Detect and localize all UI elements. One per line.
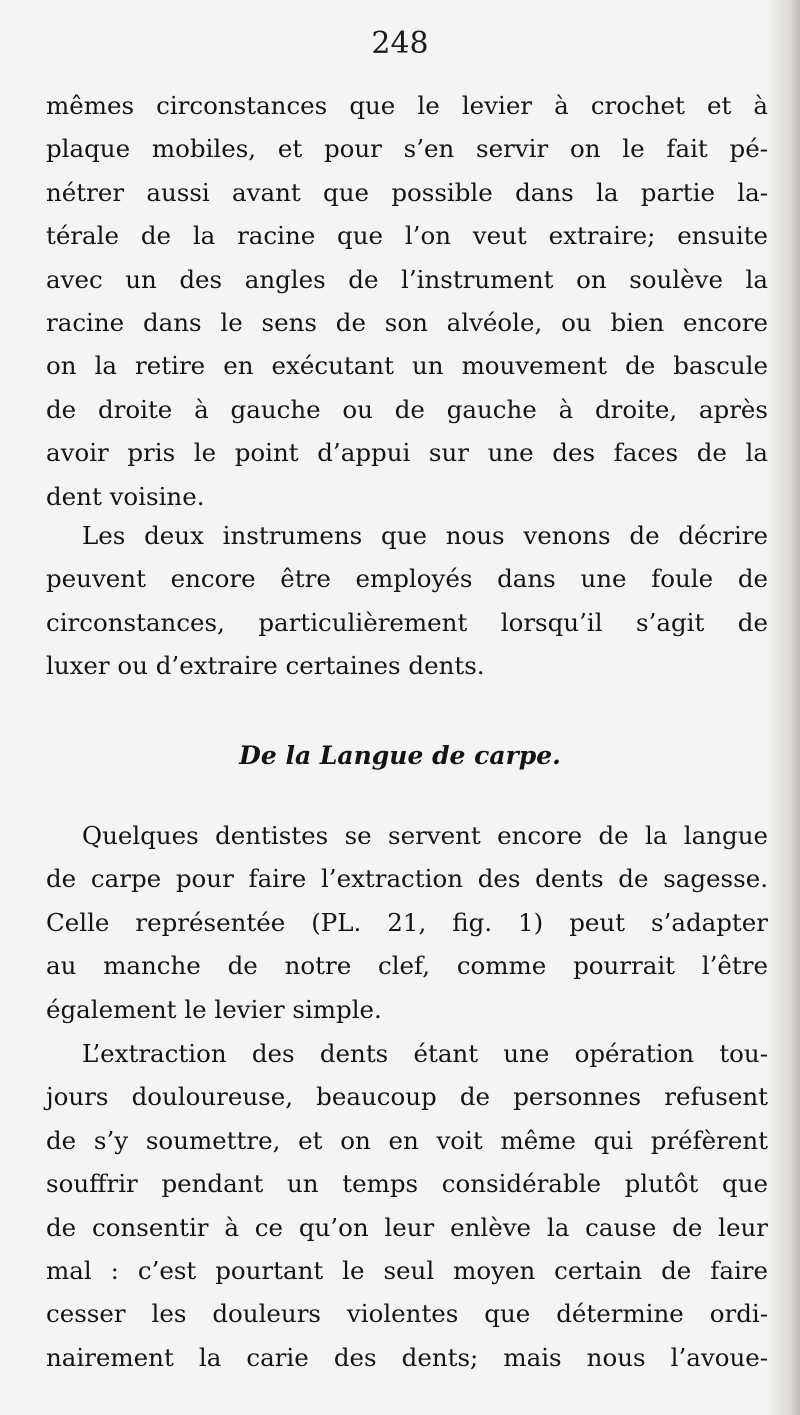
text-line: de consentir à ce qu’on leur enlève la cause de leur xyxy=(46,1212,768,1242)
paragraph-2 xyxy=(46,514,768,688)
text-line: avec un des angles de l’instrument on soulève la xyxy=(46,264,768,294)
text-line: de carpe pour faire l’extraction des dents de sagesse. xyxy=(46,864,768,894)
text-line: plaque mobiles, et pour s’en servir on le fait pé- xyxy=(46,134,768,164)
text-line: de droite à gauche ou de gauche à droite, après xyxy=(46,394,768,424)
text-line: souffrir pendant un temps considérable plutôt que xyxy=(46,1169,768,1199)
paragraph-1 xyxy=(46,84,768,518)
text-line: on la retire en exécutant un mouvement de bascule xyxy=(46,351,768,381)
text-line: nétrer aussi avant que possible dans la partie la- xyxy=(46,177,768,207)
text-line: jours douloureuse, beaucoup de personnes refusent xyxy=(46,1082,768,1112)
text-line: Les deux instrumens que nous venons de décrire xyxy=(82,521,768,550)
text-line: peuvent encore être employés dans une foule de xyxy=(46,564,768,594)
text-line: cesser les douleurs violentes que détermine ordi- xyxy=(46,1299,768,1329)
page-edge-shadow xyxy=(766,0,800,1415)
paragraph-3 xyxy=(46,814,768,1031)
text-line: L’extraction des dents étant une opération tou- xyxy=(82,1039,768,1068)
text-line: mal : c’est pourtant le seul moyen certain de faire xyxy=(46,1255,768,1285)
text-line: également le levier simple. xyxy=(46,994,382,1024)
text-line: de s’y soumettre, et on en voit même qui préfèrent xyxy=(46,1125,768,1155)
text-line: Celle représentée (PL. 21, fig. 1) peut s’adapter xyxy=(46,907,768,937)
text-line: racine dans le sens de son alvéole, ou bien encore xyxy=(46,307,768,337)
text-line: dent voisine. xyxy=(46,481,205,511)
page-number: 248 xyxy=(371,26,429,61)
text-line: mêmes circonstances que le levier à crochet et à xyxy=(46,91,768,120)
text-line: Quelques dentistes se servent encore de la langue xyxy=(82,821,768,850)
paragraph-4 xyxy=(46,1032,768,1379)
text-line: luxer ou d’extraire certaines dents. xyxy=(46,651,485,681)
text-line: avoir pris le point d’appui sur une des faces de la xyxy=(46,438,768,468)
text-line: circonstances, particulièrement lorsqu’il s’agit de xyxy=(46,607,768,637)
text-line: nairement la carie des dents; mais nous l’avoue- xyxy=(46,1342,768,1372)
text-line: térale de la racine que l’on veut extraire; ensuite xyxy=(46,221,768,251)
section-heading: De la Langue de carpe. xyxy=(239,741,561,770)
text-line: au manche de notre clef, comme pourrait l’être xyxy=(46,951,768,981)
